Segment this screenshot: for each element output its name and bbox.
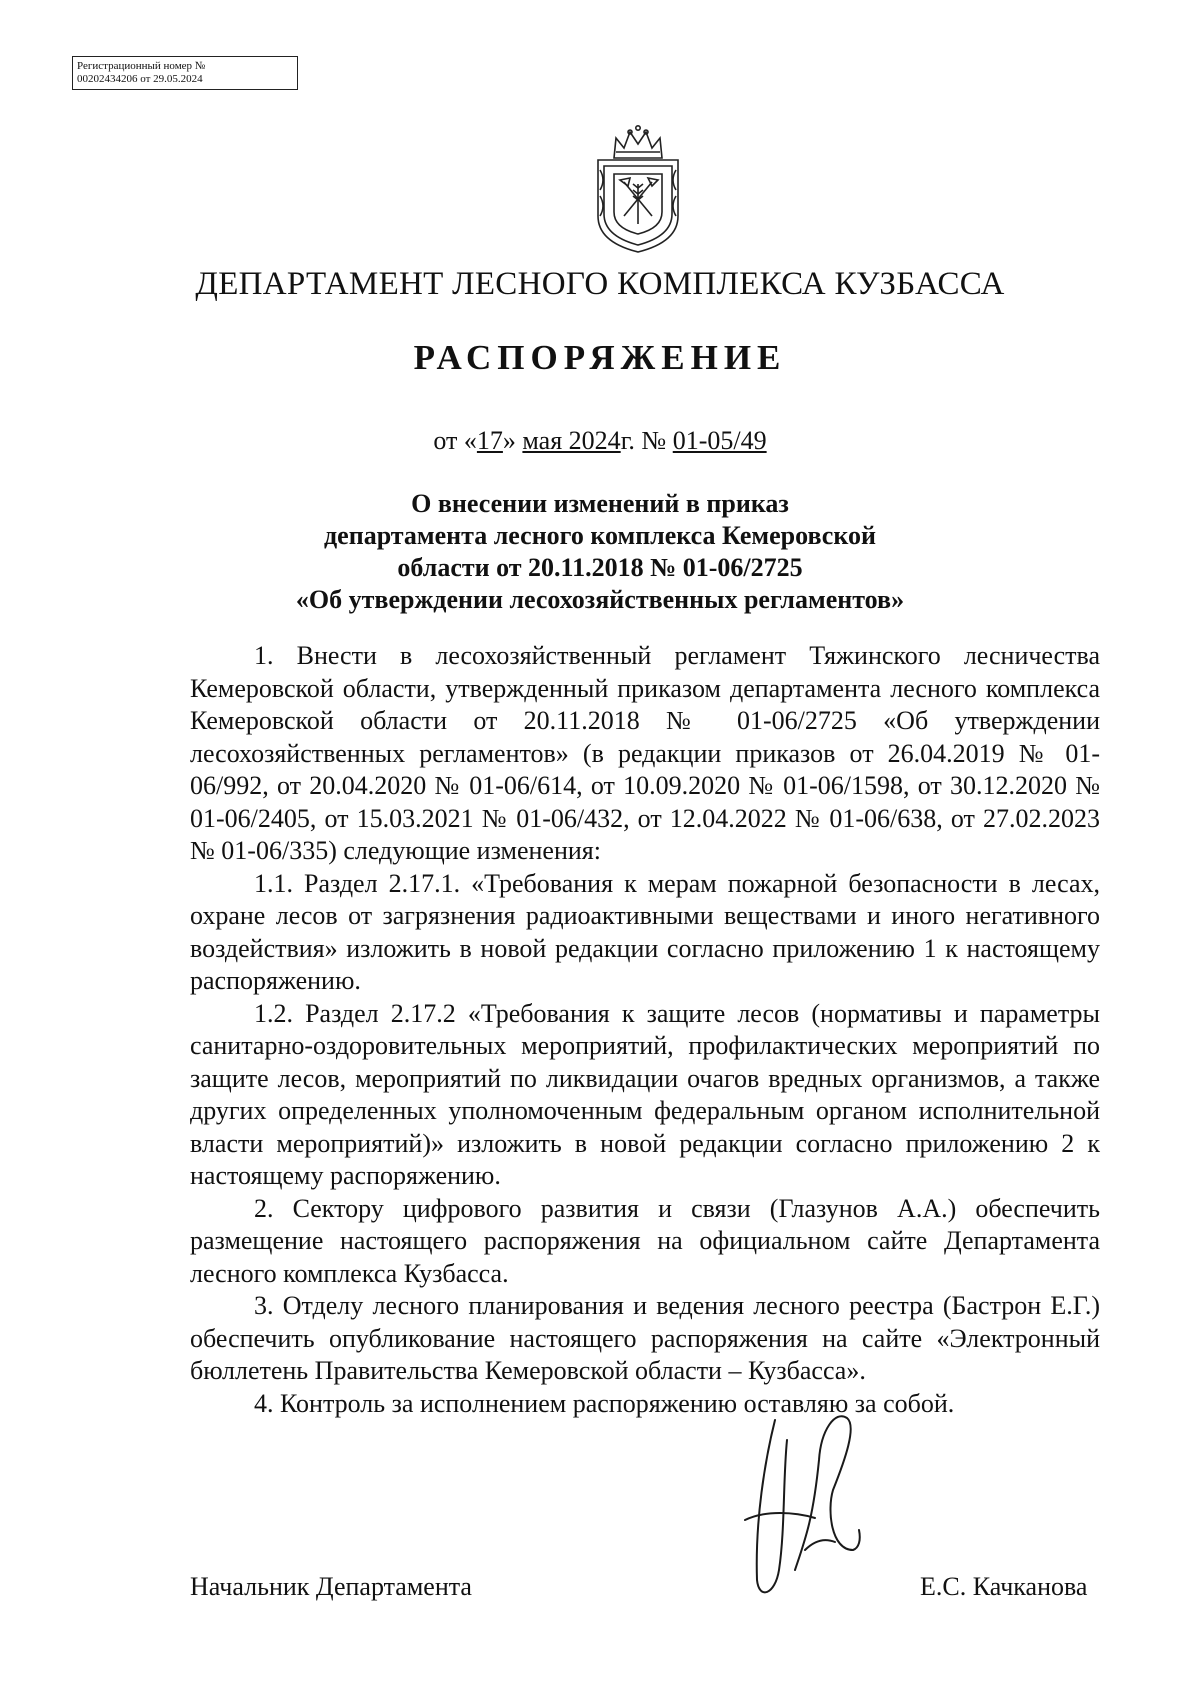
registration-stamp-line2: 00202434206 от 29.05.2024 [77, 73, 203, 85]
body-paragraph: 3. Отделу лесного планирования и ведения лесного реестра (Бастрон Е.Г.) обеспечить опубликование настоящего распоряжения на сайте «Электронный бюллетень Правительства Кемеровской области – Кузбасса». [190, 1291, 1100, 1385]
document-number: 01-05/49 [672, 426, 767, 455]
subject-line: области от 20.11.2018 № 01-06/2725 [397, 553, 803, 582]
department-name: ДЕПАРТАМЕНТ ЛЕСНОГО КОМПЛЕКСА КУЗБАССА [195, 266, 1005, 302]
date-suffix: г. № [620, 426, 673, 455]
date-month-year: мая 2024 [522, 426, 621, 455]
subject-line: департамента лесного комплекса Кемеровской [324, 521, 876, 550]
handwritten-signature [735, 1400, 875, 1610]
registration-stamp-line1: Регистрационный номер № [77, 60, 206, 72]
body-paragraph: 1.2. Раздел 2.17.2 «Требования к защите лесов (нормативы и параметры санитарно-оздоровительных мероприятий, профилактических мероприятий по защите лесов, мероприятий по ликвидации очагов вредных организмов, а также других определенных уполномоченным федеральным органом исполнительной власти мероприятий)» изложить в новой редакции согласно приложению 2 к настоящему распоряжению. [190, 998, 1100, 1190]
signatory-title: Начальник Департамента [190, 1572, 472, 1601]
date-mid: » [502, 426, 523, 455]
document-subject [0, 488, 1200, 616]
document-body [190, 640, 1100, 1420]
date-prefix: от « [433, 426, 477, 455]
signatory-name: Е.С. Качканова [920, 1572, 1088, 1601]
document-type: РАСПОРЯЖЕНИЕ [413, 338, 787, 377]
subject-line: О внесении изменений в приказ [411, 489, 789, 518]
document-date-number [0, 426, 1200, 456]
coat-of-arms-icon [592, 124, 684, 254]
body-paragraph: 2. Сектору цифрового развития и связи (Глазунов А.А.) обеспечить размещение настоящего распоряжения на официальном сайте Департамента лесного комплекса Кузбасса. [190, 1193, 1100, 1288]
registration-stamp [72, 56, 298, 90]
date-day: 17 [476, 426, 503, 455]
body-paragraph: 1. Внести в лесохозяйственный регламент Тяжинского лесничества Кемеровской области, утвержденный приказом департамента лесного комплекса Кемеровской области от 20.11.2018 № 01-06/2725 «Об утверждении лесохозяйственных регламентов» (в редакции приказов от 26.04.2019 № 01-06/992, от 20.04.2020 № 01-06/614, от 10.09.2020 № 01-06/1598, от 30.12.2020 № 01-06/2405, от 15.03.2021 № 01-06/432, от 12.04.2022 № 01-06/638, от 27.02.2023 № 01-06/335) следующие изменения: [190, 641, 1100, 865]
subject-line: «Об утверждении лесохозяйственных регламентов» [295, 585, 905, 614]
body-paragraph: 4. Контроль за исполнением распоряжению оставляю за собой. [254, 1388, 955, 1418]
body-paragraph: 1.1. Раздел 2.17.1. «Требования к мерам пожарной безопасности в лесах, охране лесов от загрязнения радиоактивными веществами и иного негативного воздействия» изложить в новой редакции согласно приложению 1 к настоящему распоряжению. [190, 868, 1100, 995]
